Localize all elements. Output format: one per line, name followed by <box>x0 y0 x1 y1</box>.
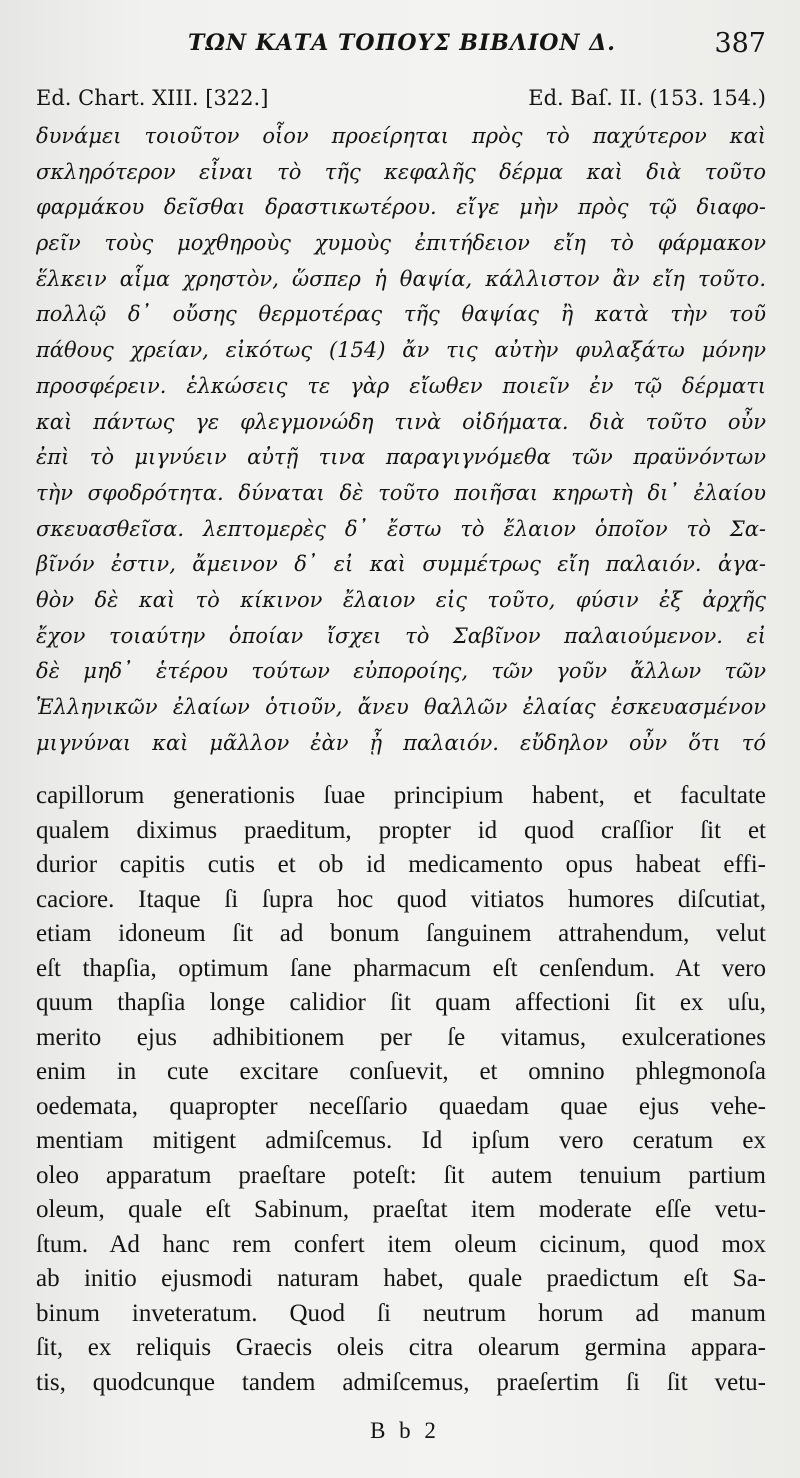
page-number: 387 <box>714 28 766 59</box>
greek-line: Ἑλληνικῶν ἐλαίων ὁτιοῦν, ἄνευ θαλλῶν ἐλαίας ἐσκευασμένον <box>36 695 766 719</box>
greek-line: καὶ πάντως γε φλεγμονώδη τινὰ οἰδήματα. διὰ τοῦτο οὖν <box>36 409 766 434</box>
latin-line: binum inveteratum. Quod ſi neutrum horum ad manum <box>36 1299 766 1327</box>
greek-line: ἕλκειν αἷμα χρηστὸν, ὥσπερ ἡ θαψία, κάλλιστον ἂν εἴη τοῦτο. <box>36 266 766 291</box>
greek-line: βῖνόν ἐστιν, ἄμεινον δ᾽ εἰ καὶ συμμέτρως εἴη παλαιόν. ἀγα- <box>36 552 766 577</box>
greek-line: δὲ μηδ᾽ ἑτέρου τούτων εὐποροίης, τῶν γοῦν ἄλλων τῶν <box>36 659 766 684</box>
latin-line: ſit, ex reliquis Graecis oleis citra olearum germina appara- <box>36 1334 766 1361</box>
greek-line: προσφέρειν. ἑλκώσεις τε γὰρ εἴωθεν ποιεῖν ἐν τῷ δέρματι <box>36 373 766 398</box>
greek-line: ἐπὶ τὸ μιγνύειν αὐτῇ τινα παραγιγνόμεθα τῶν πραϋνόντων <box>36 445 766 470</box>
latin-line: durior capitis cutis et ob id medicamento opus habeat effi- <box>36 851 766 878</box>
greek-line: τὴν σφοδρότητα. δύναται δὲ τοῦτο ποιῆσαι κηρωτὴ δι᾽ ἐλαίου <box>36 480 766 505</box>
greek-line: θὸν δὲ καὶ τὸ κίκινον ἔλαιον εἰς τοῦτο, φύσιν ἐξ ἀρχῆς <box>36 587 766 612</box>
greek-line: ρεῖν τοὺς μοχθηροὺς χυμοὺς ἐπιτήδειον εἴη τὸ φάρμακον <box>36 231 766 256</box>
latin-line: qualem diximus praeditum, propter id quod craſſior ſit et <box>36 816 766 844</box>
greek-line: σκληρότερον εἶναι τὸ τῆς κεφαλῆς δέρμα καὶ διὰ τοῦτο <box>36 159 766 184</box>
latin-line: caciore. Itaque ſi ſupra hoc quod vitiatos humores diſcutiat, <box>36 885 766 913</box>
running-head <box>0 28 800 64</box>
edition-chart-reference: Ed. Chart. XIII. [322.] <box>36 86 269 110</box>
latin-line: eſt thapſia, optimum ſane pharmacum eſt cenſendum. At vero <box>36 954 766 982</box>
latin-line: merito ejus adhibitionem per ſe vitamus, exulcerationes <box>36 1023 766 1051</box>
latin-line: ſtum. Ad hanc rem confert item oleum cicinum, quod mox <box>36 1230 766 1258</box>
latin-line: mentiam mitigent admiſcemus. Id ipſum vero ceratum ex <box>36 1127 766 1154</box>
latin-line: oedemata, quapropter neceſſario quaedam quae ejus vehe- <box>36 1092 766 1120</box>
edition-basel-reference: Ed. Baſ. II. (153. 154.) <box>528 86 766 110</box>
latin-line: etiam idoneum ſit ad bonum ſanguinem attrahendum, velut <box>36 920 766 947</box>
greek-line: φαρμάκου δεῖσθαι δραστικωτέρου. εἴγε μὴν πρὸς τῷ διαφο- <box>36 195 766 220</box>
greek-line: δυνάμει τοιοῦτον οἷον προείρηται πρὸς τὸ παχύτερον καὶ <box>36 124 766 148</box>
greek-line: μιγνύναι καὶ μᾶλλον ἐὰν ᾖ παλαιόν. εὔδηλον οὖν ὅτι τό <box>36 730 766 755</box>
latin-line: quum thapſia longe calidior ſit quam affectioni ſit ex uſu, <box>36 989 766 1016</box>
greek-text-block <box>36 119 766 761</box>
signature-mark: B b 2 <box>370 1418 440 1443</box>
latin-line: ab initio ejusmodi naturam habet, quale praedictum eſt Sa- <box>36 1265 766 1292</box>
greek-line: σκευασθεῖσα. λεπτομερὲς δ᾽ ἔστω τὸ ἔλαιον ὁποῖον τὸ Σα- <box>36 516 766 541</box>
running-title: ΤΩΝ ΚΑΤΑ ΤΟΠΟΥΣ ΒΙΒΛΙΟΝ Δ. <box>188 30 616 56</box>
latin-text-block <box>36 779 766 1400</box>
latin-line: tis, quodcunque tandem admiſcemus, praeſertim ſi ſit vetu- <box>36 1368 766 1396</box>
greek-line: πάθους χρείαν, εἰκότως (154) ἄν τις αὐτὴν φυλαξάτω μόνην <box>36 338 766 363</box>
latin-line: enim in cute excitare conſuevit, et omnino phlegmonoſa <box>36 1058 766 1085</box>
greek-line: ἔχον τοιαύτην ὁποίαν ἴσχει τὸ Σαβῖνον παλαιούμενον. εἰ <box>36 623 766 648</box>
latin-line: oleum, quale eſt Sabinum, praeſtat item moderate eſſe vetu- <box>36 1196 766 1223</box>
greek-line: πολλῷ δ᾽ οὔσης θερμοτέρας τῆς θαψίας ἢ κατὰ τὴν τοῦ <box>36 302 766 327</box>
latin-line: capillorum generationis ſuae principium habent, et facultate <box>36 782 766 809</box>
latin-line: oleo apparatum praeſtare poteſt: ſit autem tenuium partium <box>36 1161 766 1189</box>
